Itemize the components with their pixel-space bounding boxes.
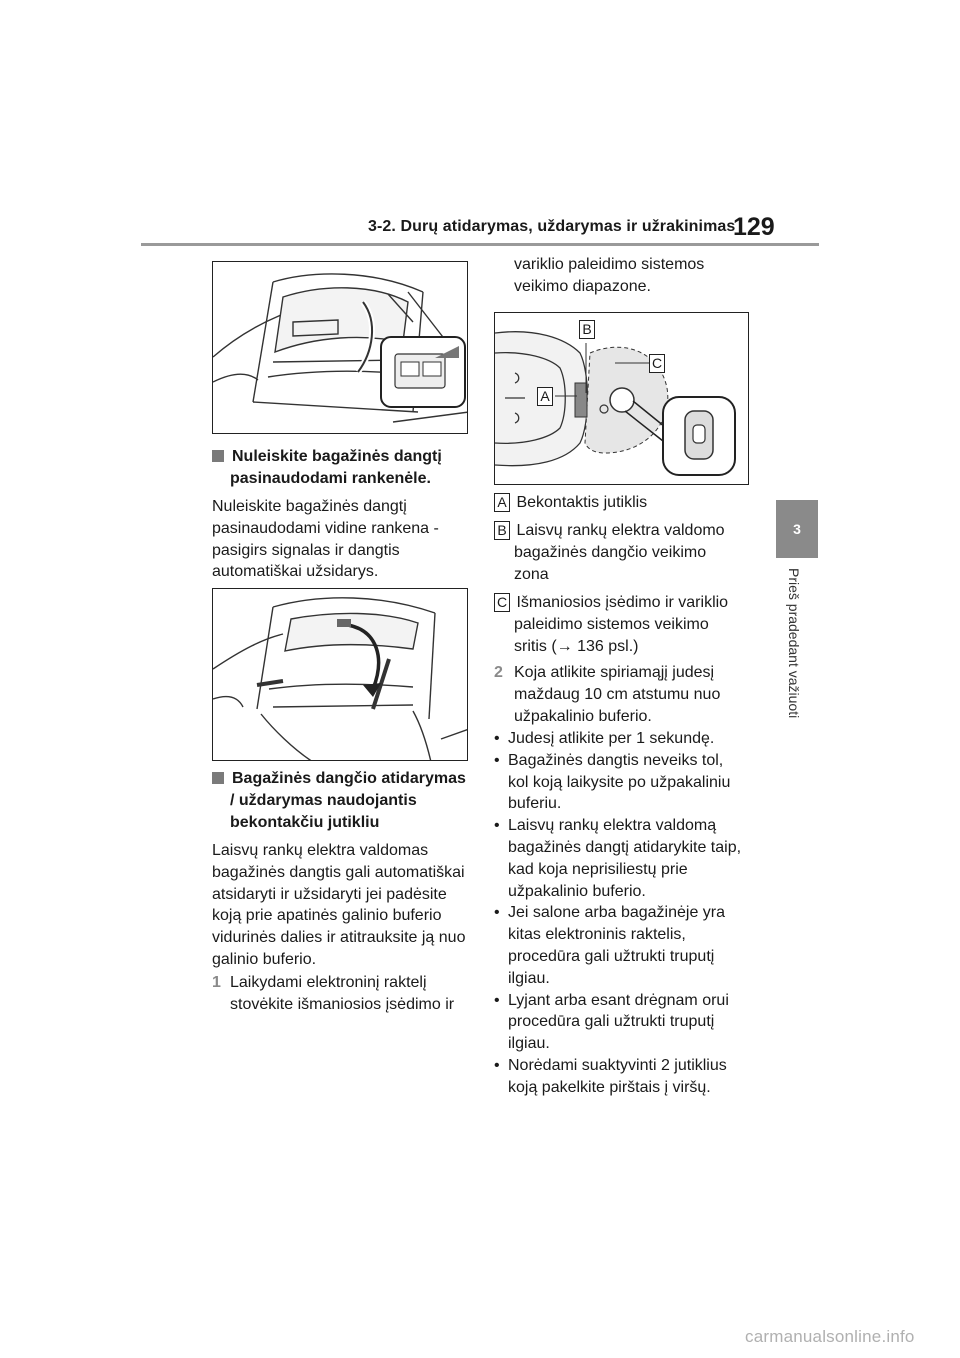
step-1-line2: stovėkite išmaniosios įsėdimo ir	[230, 996, 455, 1013]
heading-close-with-handle-line2: pasinaudodami rankenėle.	[230, 470, 431, 487]
heading-kick-sensor: Bagažinės dangčio atidarymas	[212, 768, 466, 790]
legend-b-line2: bagažinės dangčio veikimo	[514, 544, 707, 561]
chapter-tab[interactable]: 3	[776, 500, 818, 558]
label-a: A	[537, 387, 553, 406]
bullet-item: • Jei salone arba bagažinėje yra kitas elektroninis raktelis, procedūra gali užtrukti truputį ilgiau.	[494, 904, 726, 987]
legend-c: C Išmaniosios įsėdimo ir variklio	[494, 592, 728, 614]
legend-a: A Bekontaktis jutiklis	[494, 492, 647, 514]
bullet-item: • Judesį atlikite per 1 sekundę.	[494, 730, 715, 747]
legend-b-line3: zona	[514, 566, 549, 583]
heading-square-icon	[212, 450, 224, 462]
legend-b-box: B	[494, 521, 510, 540]
tailgate-handle-illustration	[213, 589, 468, 761]
tailgate-handle-figure	[212, 588, 468, 761]
step-number: 1	[212, 974, 221, 991]
legend-a-box: A	[494, 493, 510, 512]
heading-kick-sensor-line2: / uždarymas naudojantis	[230, 792, 417, 809]
bullet-item: • Laisvų rankų elektra valdomą bagažinės dangtį atidarykite taip, kad koja neprisiliestų prie užpakalinio buferio.	[494, 817, 742, 900]
tailgate-button-figure	[212, 261, 468, 434]
page-number: 129	[733, 213, 775, 241]
para-close-with-handle: Nuleiskite bagažinės dangtį pasinaudodami vidine rankena - pasigirs signalas ir dangtis automatiškai užsidarys.	[212, 498, 439, 581]
legend-b: B Laisvų rankų elektra valdomo	[494, 520, 725, 542]
para-kick-sensor: Laisvų rankų elektra valdomas bagažinės dangtis gali automatiškai atsidaryti ir užsidaryti jei padėsite koją prie apatinės galinio buferio vidurinės dalies ir atitrauksite ją nuo galinio buferio.	[212, 842, 466, 968]
step-1-cont: variklio paleidimo sistemos veikimo diapazone.	[514, 256, 705, 295]
heading-square-icon	[212, 772, 224, 784]
sensor-zone-figure	[494, 312, 749, 485]
label-b: B	[579, 320, 595, 339]
step-2-text: Koja atlikite spiriamąjį judesį maždaug 10 cm atstumu nuo užpakalinio buferio.	[514, 664, 721, 725]
label-c: C	[649, 354, 665, 373]
header-rule	[141, 243, 819, 246]
step-1-line1: Laikydami elektroninį raktelį	[230, 974, 427, 991]
bullet-item: • Norėdami suaktyvinti 2 jutiklius koją pakelkite pirštais į viršų.	[494, 1056, 727, 1096]
legend-c-box: C	[494, 593, 510, 612]
step-number: 2	[494, 664, 503, 681]
bullet-list	[494, 728, 754, 1099]
heading-kick-sensor-line3: bekontakčiu jutikliu	[230, 814, 380, 831]
step-1	[212, 972, 221, 994]
tailgate-button-illustration	[213, 262, 468, 434]
bullet-item: • Lyjant arba esant drėgnam orui procedūra gali užtrukti truputį ilgiau.	[494, 991, 729, 1053]
heading-close-with-handle: Nuleiskite bagažinės dangtį	[212, 446, 442, 468]
watermark: carmanualsonline.info	[745, 1327, 915, 1346]
sensor-zone-illustration	[495, 313, 749, 485]
chapter-label: Prieš pradedant važiuoti	[786, 568, 802, 719]
legend-c-line2: paleidimo sistemos veikimo	[514, 616, 709, 633]
legend-c-line3[interactable]: sritis (→ 136 psl.)	[514, 638, 639, 655]
bullet-item: • Bagažinės dangtis neveiks tol, kol koją laikysite po užpakaliniu buferiu.	[494, 751, 731, 813]
step-2	[494, 662, 503, 684]
section-title: 3-2. Durų atidarymas, uždarymas ir užrakinimas	[368, 218, 736, 235]
